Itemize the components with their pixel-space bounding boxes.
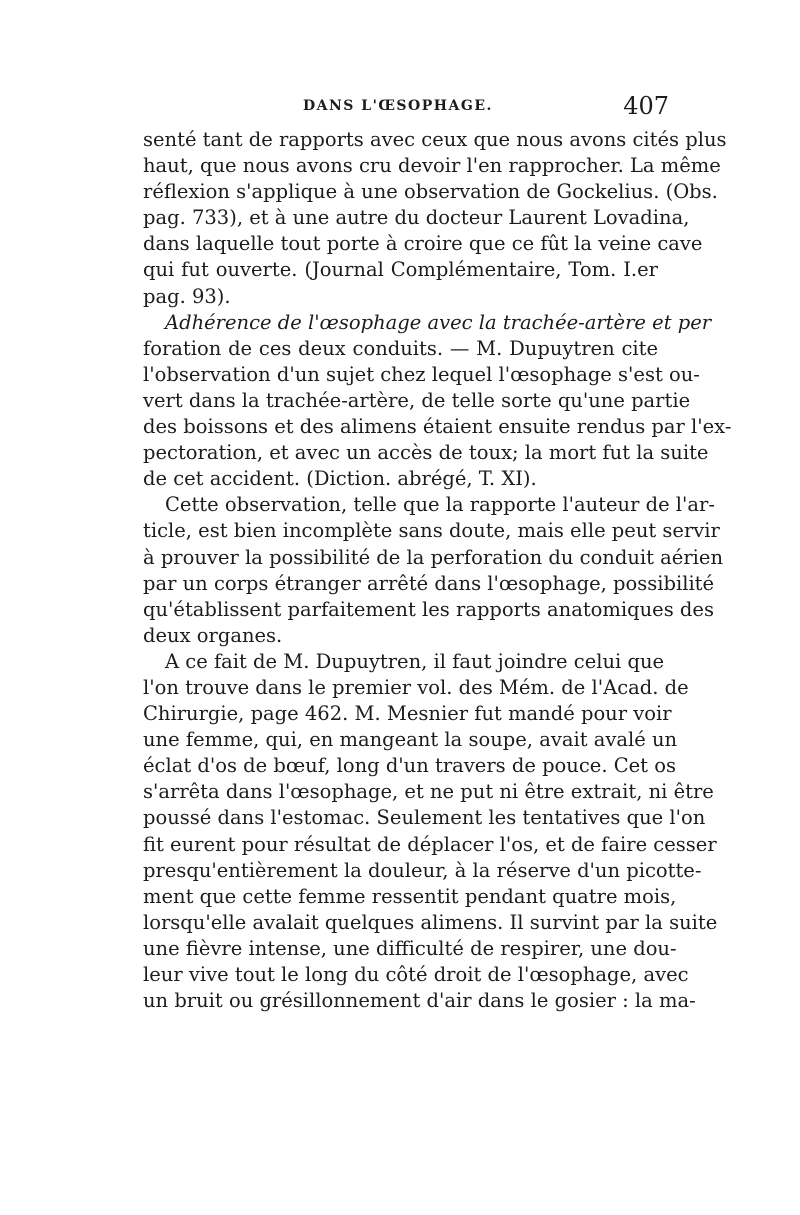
text-line: pag. 733), et à une autre du docteur Laurent Lovadina, bbox=[143, 206, 690, 230]
text-line: ment que cette femme ressentit pendant quatre mois, bbox=[143, 884, 677, 908]
page-header bbox=[143, 92, 669, 124]
paragraph-2-cont bbox=[143, 336, 732, 493]
text-line: haut, que nous avons cru devoir l'en rapprocher. La même bbox=[143, 154, 721, 178]
text-line: un bruit ou grésillonnement d'air dans le gosier : la ma- bbox=[143, 989, 696, 1013]
paragraph-3 bbox=[143, 492, 724, 649]
text-line: par un corps étranger arrêté dans l'œsophage, possibilité bbox=[143, 571, 715, 595]
running-title: DANS L'ŒSOPHAGE. bbox=[303, 98, 493, 114]
text-line: pag. 93). bbox=[143, 284, 231, 308]
text-line: A ce fait de M. Dupuytren, il faut joindre celui que bbox=[165, 649, 665, 673]
text-line: l'observation d'un sujet chez lequel l'œsophage s'est ou- bbox=[143, 362, 700, 386]
text-line: éclat d'os de bœuf, long d'un travers de pouce. Cet os bbox=[143, 754, 676, 778]
text-line: fit eurent pour résultat de déplacer l'os, et de faire cesser bbox=[143, 832, 717, 856]
text-line: leur vive tout le long du côté droit de l'œsophage, avec bbox=[143, 963, 689, 986]
page-number: 407 bbox=[623, 92, 669, 120]
text-line: à prouver la possibilité de la perforation du conduit aérien bbox=[143, 545, 724, 569]
paragraph-1 bbox=[143, 127, 727, 310]
text-line: Chirurgie, page 462. M. Mesnier fut mandé pour voir bbox=[143, 702, 672, 726]
text-line: Cette observation, telle que la rapporte l'auteur de l'ar- bbox=[165, 493, 715, 517]
text-line: senté tant de rapports avec ceux que nous avons cités plus bbox=[143, 128, 727, 151]
text-line: qu'établissent parfaitement les rapports anatomiques des bbox=[143, 597, 714, 621]
text-line: une fièvre intense, une difficulté de respirer, une dou- bbox=[143, 936, 677, 960]
text-line: dans laquelle tout porte à croire que ce fût la veine cave bbox=[143, 232, 703, 256]
text-line: l'on trouve dans le premier vol. des Mém. de l'Acad. de bbox=[143, 675, 689, 699]
text-line: des boissons et des alimens étaient ensuite rendus par l'ex- bbox=[143, 415, 732, 439]
text-line: lorsqu'elle avalait quelques alimens. Il survint par la suite bbox=[143, 910, 718, 934]
text-line: une femme, qui, en mangeant la soupe, avait avalé un bbox=[143, 728, 678, 752]
body-text bbox=[143, 127, 732, 1014]
text-line: deux organes. bbox=[143, 623, 283, 647]
text-line: vert dans la trachée-artère, de telle sorte qu'une partie bbox=[143, 388, 691, 412]
text-line: de cet accident. (Diction. abrégé, T. XI). bbox=[143, 467, 537, 491]
paragraph-2 bbox=[143, 310, 712, 336]
text-line: réflexion s'applique à une observation de Gockelius. (Obs. bbox=[143, 180, 718, 204]
text-line: pectoration, et avec un accès de toux; la mort fut la suite bbox=[143, 441, 709, 465]
paragraph-4 bbox=[143, 649, 718, 1014]
text-line: poussé dans l'estomac. Seulement les tentatives que l'on bbox=[143, 806, 706, 830]
text-line: s'arrêta dans l'œsophage, et ne put ni être extrait, ni être bbox=[143, 780, 714, 804]
text-line: ticle, est bien incomplète sans doute, mais elle peut servir bbox=[143, 519, 720, 543]
text-line: qui fut ouverte. (Journal Complémentaire, Tom. I.er bbox=[143, 258, 658, 282]
text-line: Adhérence de l'œsophage avec la trachée-artère et per bbox=[165, 310, 712, 334]
text-line: presqu'entièrement la douleur, à la réserve d'un picotte- bbox=[143, 858, 702, 882]
text-line: foration de ces deux conduits. — M. Dupuytren cite bbox=[143, 336, 658, 360]
